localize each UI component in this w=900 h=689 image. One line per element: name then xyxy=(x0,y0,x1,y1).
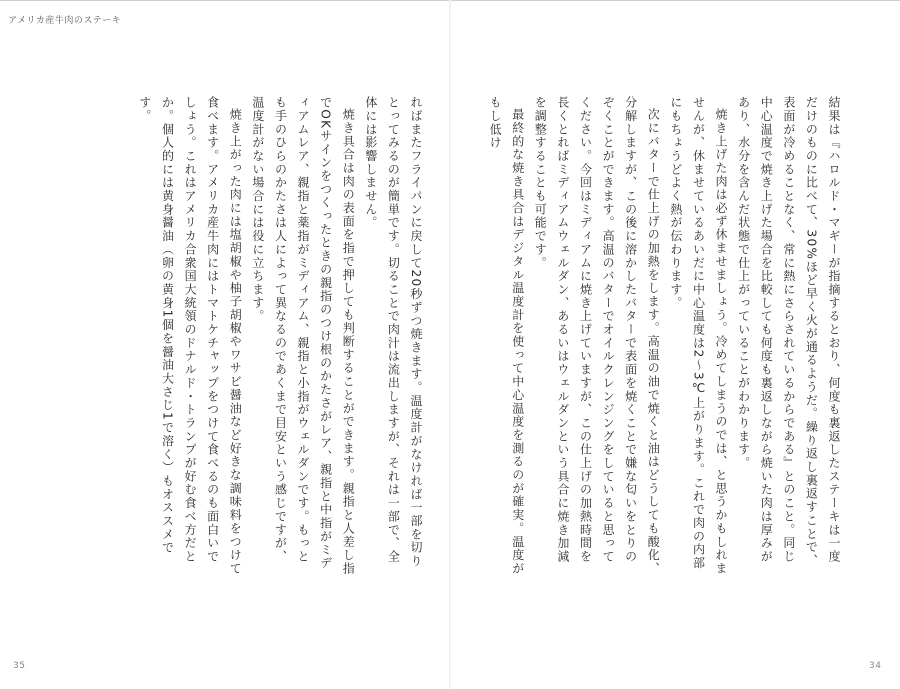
page-number-right: 34 xyxy=(869,661,882,671)
left-paragraph-3: 焼き上がった肉には塩胡椒や柚子胡椒やワサビ醤油など好きな調味料をつけて食べます。アメリカ産牛肉にはトマトケチャップをつけて食べるのも面白いでしょう。これはアメリカ合衆国大統領のドナルド・トランプが好む食べ方だとか。個人的には黄身醤油（卵の黄身1個を醤油大さじ1で溶く）もオススメです。 xyxy=(137,96,243,576)
left-paragraph-1: ればまたフライパンに戻して20秒ずつ焼きます。温度計がなければ一部を切りとってみるのが簡単です。切ることで肉汁は流出しますが、それは一部で、全体には影響しません。 xyxy=(363,96,423,568)
right-paragraph-1: 結果は『ハロルド・マギーが指摘するとおり、何度も裏返したステーキは一度だけのものに比べて、30%ほど早く火が通るようだ。繰り返し裏返すことで、表面が冷めることなく、常に熱にさらされているからである』とのこと。同じ中心温度で焼き上げた場合を比較しても何度も裏返しながら焼いた肉は厚みがあり、水分を含んだ状態で仕上がっていることがわかります。 xyxy=(736,96,841,568)
running-head: アメリカ産牛肉のステーキ xyxy=(8,16,122,26)
page-number-left: 35 xyxy=(13,661,26,671)
right-paragraph-4: 最終的な焼き具合はデジタル温度計を使って中心温度を測るのが確実。温度がもし低け xyxy=(488,96,525,576)
left-page-body xyxy=(137,96,427,576)
left-paragraph-2: 焼き具合は肉の表面を指で押しても判断することができます。親指と人差し指でOKサインをつくったときの親指のつけ根のかたさがレア、親指と中指がミディアムレア、親指と薬指がミディアム、親指と小指がウェルダンです。もっとも手のひらのかたさは人によって異なるのであくまで目安という感じですが、温度計がない場合には役に立ちます。 xyxy=(250,96,356,576)
right-paragraph-2: 焼き上げた肉は必ず休ませましょう。冷めてしまうのでは、と思うかもしれませんが、休ませているあいだに中心温度は2～3℃上がります。これで肉の内部にもちょうどよく熱が伝わります。 xyxy=(668,96,729,576)
right-page-body xyxy=(485,96,845,576)
page-gutter xyxy=(449,0,451,689)
right-paragraph-3: 次にバターで仕上げの加熱をします。高温の油で焼くと油はどうしても酸化、分解しますが、この後に溶かしたバターで表面を焼くことで嫌な匂いをとりのぞくことができます。高温のバターでオイルクレンジングをしていると思ってください。今回はミディアムに焼き上げていますが、この仕上げの加熱時間を長くとればミディアムウェルダン、あるいはウェルダンという具合に焼き加減を調整することも可能です。 xyxy=(533,96,661,576)
